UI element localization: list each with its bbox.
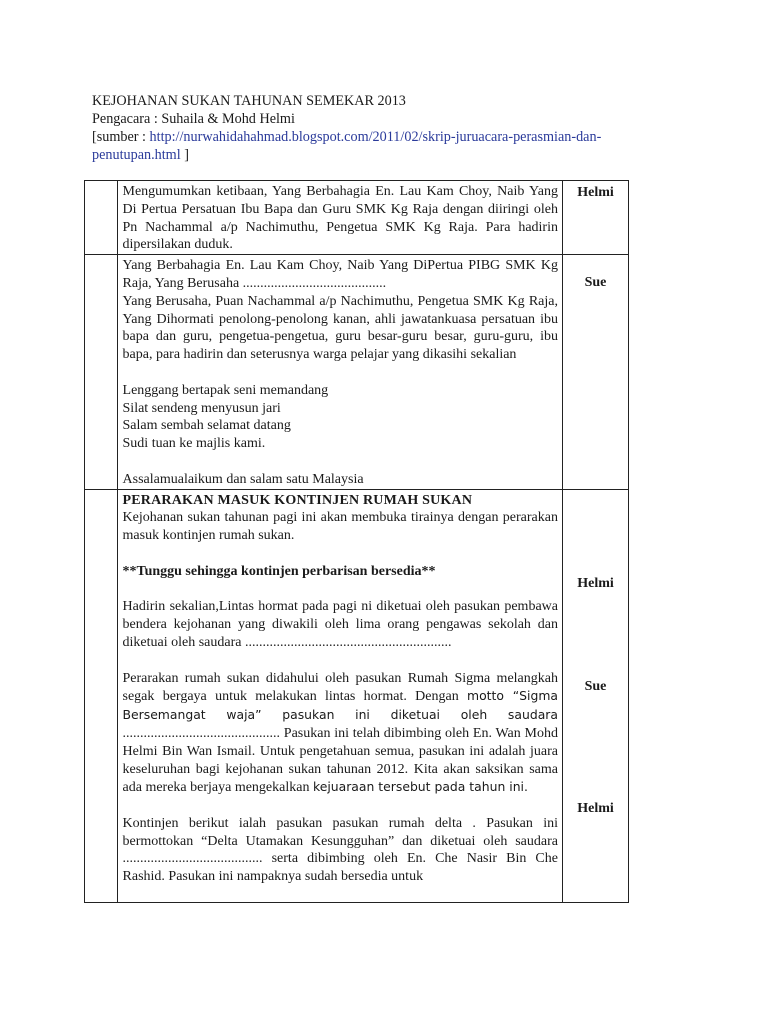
emcees-line: Pengacara : Suhaila & Mohd Helmi: [92, 111, 295, 127]
announcement-text: Mengumumkan ketibaan, Yang Berbahagia En. Lau Kam Choy, Naib Yang Di Pertua Persatuan Ibu Bapa dan Guru SMK Kg Raja dengan diiringi oleh Pn Nachammal a/p Nachimuthu, Pengetua SMK Kg Raja. Para hadirin dipersilakan duduk.: [122, 184, 558, 253]
script-row: [85, 255, 629, 489]
source-line: [92, 128, 652, 146]
paragraph-part: Perarakan rumah sukan didahului oleh pasukan Rumah Sigma melangkah segak bergaya untuk melakukan lintas hormat. Dengan: [122, 670, 558, 705]
document-header: [92, 92, 652, 164]
source-link[interactable]: http://nurwahidahahmad.blogspot.com/2011/02/skrip-juruacara-perasmian-dan-: [149, 129, 602, 145]
speaker-label: Helmi: [577, 185, 614, 200]
row-text-cell: [117, 255, 562, 489]
section-heading: PERARAKAN MASUK KONTINJEN RUMAH SUKAN: [122, 492, 473, 508]
speaker-cell: [562, 489, 628, 902]
stage-instruction: **Tunggu sehingga kontinjen perbarisan bersedia**: [122, 563, 436, 579]
paragraph-part: ............................................. Pasukan ini telah dibimbing oleh En. Wan Mohd Helmi Bin Wan Ismail. Untuk pengetahuan semua, pasukan ini adalah juara keseluruhan bagi kejohanan sukan tahunan 2012. Kita akan saksikan sama ada mereka berjaya mengekalkan: [122, 725, 558, 796]
source-prefix: [sumber :: [92, 129, 150, 145]
greeting-text: Yang Berusaha, Puan Nachammal a/p Nachimuthu, Pengetua SMK Kg Raja, Yang Dihormati penolong-penolong kanan, ahli jawatankuasa persatuan ibu bapa dan guru, pengetua-pengetua, guru besar-guru besar, guru-guru, ibu bapa, para hadirin dan seterusnya warga pelajar yang dikasihi sekalian: [122, 293, 558, 363]
salam-text: Assalamualaikum dan salam satu Malaysia: [122, 471, 364, 487]
row-number-cell: [85, 181, 118, 255]
speaker-label: Sue: [584, 275, 607, 291]
pantun-line: Lenggang bertapak seni memandang: [122, 382, 329, 398]
row-text-cell: [117, 489, 562, 902]
paragraph-text: [123, 670, 558, 798]
source-link-continued[interactable]: penutupan.html: [92, 147, 181, 163]
source-line-2: [92, 146, 652, 164]
row-number-cell: [85, 489, 118, 902]
speaker-cell: [562, 181, 628, 255]
paragraph-text: Kontinjen berikut ialah pasukan pasukan rumah delta . Pasukan ini bermottokan “Delta Utamakan Kesungguhan” dan diketuai oleh saudara ........................................ serta dibimbing oleh En. Che Nasir Bin Che Rashid. Pasukan ini nampaknya sudah bersedia untuk: [122, 815, 558, 885]
paragraph-text: Hadirin sekalian,Lintas hormat pada pagi ni diketuai oleh pasukan pembawa bendera kejohanan yang diwakili oleh lima orang pengawas sekolah dan diketuai oleh saudara ...........................................................: [122, 599, 558, 650]
script-row: [85, 181, 629, 255]
paragraph-part: kejuaraan tersebut pada tahun ini.: [312, 779, 528, 795]
greeting-text: Yang Berbahagia En. Lau Kam Choy, Naib Yang DiPertua PIBG SMK Kg Raja, Yang Berusaha .........................................: [122, 258, 558, 291]
pantun-line: Salam sembah selamat datang: [122, 418, 291, 434]
speaker-cell: [562, 255, 628, 489]
document-title: KEJOHANAN SUKAN TAHUNAN SEMEKAR 2013: [92, 93, 406, 109]
script-row: [85, 489, 629, 902]
pantun-line: Silat sendeng menyusun jari: [122, 400, 281, 416]
script-table: [84, 180, 629, 903]
source-suffix: ]: [180, 147, 189, 163]
row-number-cell: [85, 255, 118, 489]
motto-text: motto “Sigma Bersemangat waja” pasukan ini diketuai oleh saudara: [122, 688, 558, 723]
speaker-label: Sue: [584, 678, 607, 694]
speaker-label: Helmi: [577, 575, 614, 591]
row-text-cell: [117, 181, 562, 255]
pantun-line: Sudi tuan ke majlis kami.: [122, 436, 266, 452]
speaker-label: Helmi: [577, 800, 614, 816]
intro-text: Kejohanan sukan tahunan pagi ini akan membuka tirainya dengan perarakan masuk kontinjen rumah sukan.: [122, 510, 558, 544]
